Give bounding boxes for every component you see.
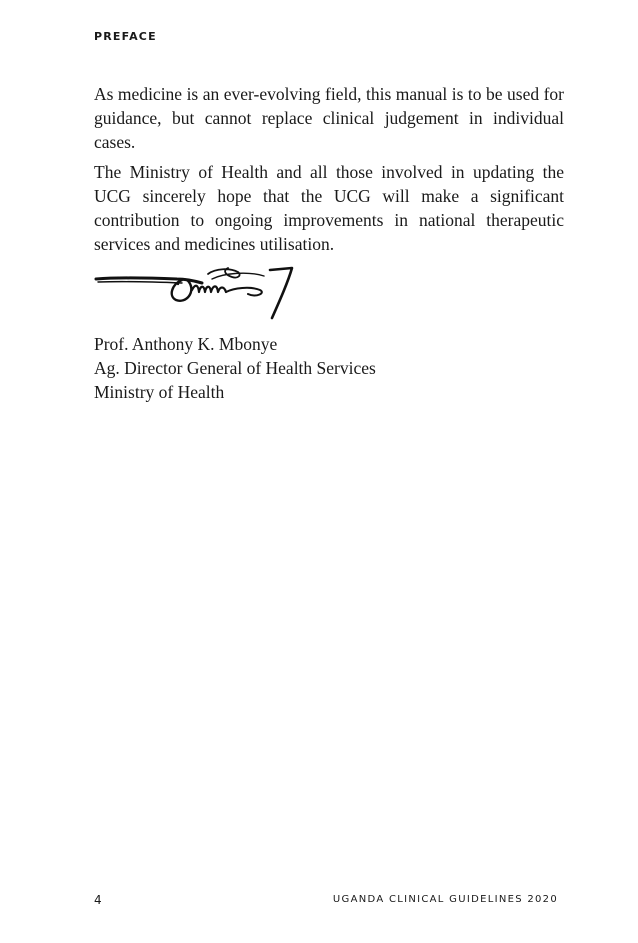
section-header: PREFACE bbox=[94, 30, 157, 43]
signatory-name: Prof. Anthony K. Mbonye bbox=[94, 334, 278, 354]
page-number: 4 bbox=[94, 893, 102, 907]
handwritten-signature bbox=[92, 262, 302, 324]
paragraph-guidance: As medicine is an ever-evolving field, this manual is to be used for guidance, but cannot replace clinical judgement in individual cases. bbox=[94, 84, 564, 152]
signatory-organization: Ministry of Health bbox=[94, 382, 225, 402]
publication-title: UGANDA CLINICAL GUIDELINES 2020 bbox=[332, 894, 558, 905]
signatory-block bbox=[94, 332, 376, 404]
paragraph-hope: The Ministry of Health and all those involved in updating the UCG sincerely hope that the UCG will make a significant contribution to ongoing improvements in national therapeutic services and medicines utilisation. bbox=[94, 162, 564, 254]
signatory-title: Ag. Director General of Health Services bbox=[94, 358, 376, 378]
preface-body bbox=[94, 82, 564, 262]
